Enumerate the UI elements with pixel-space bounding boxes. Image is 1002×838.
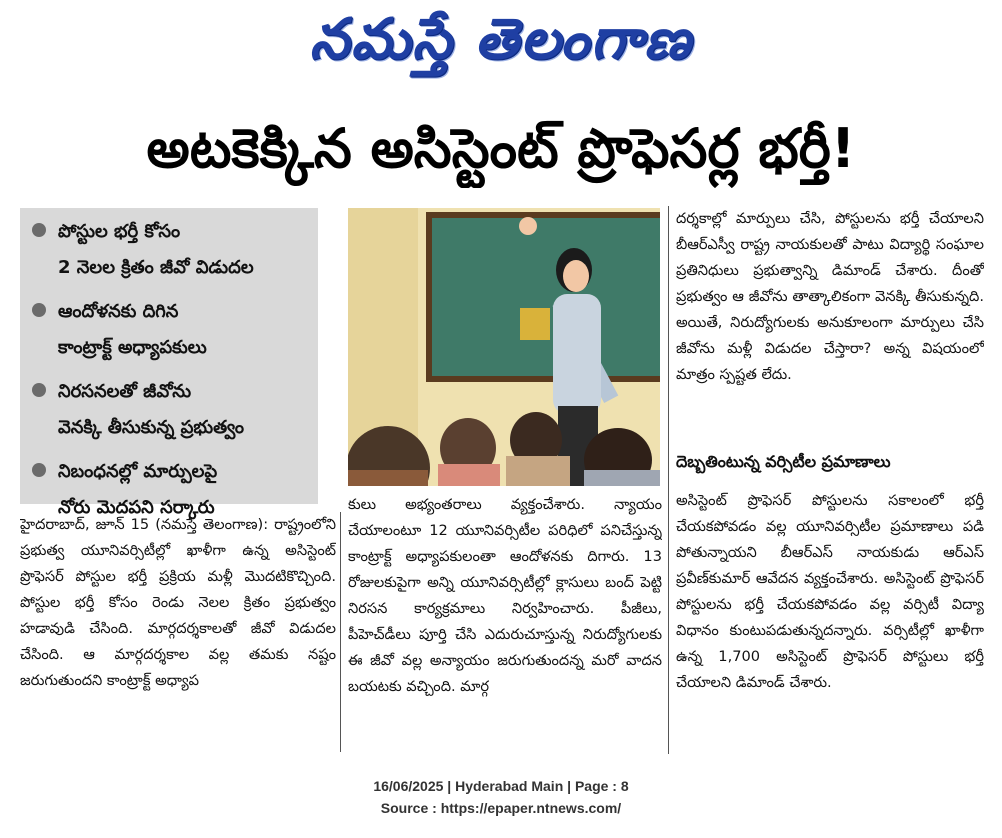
bullet-icon [32, 303, 46, 317]
footer-source: Source : https://epaper.ntnews.com/ [380, 800, 622, 816]
footer-date-edition: 16/06/2025 | Hyderabad Main | Page : 8 [373, 778, 629, 794]
highlight-line: నిరసనలతో జీవోను [58, 381, 192, 402]
highlight-line: పోస్టుల భర్తీ కోసం [58, 221, 181, 242]
article-column-3-top: దర్శకాల్లో మార్పులు చేసి, పోస్టులను భర్తీ చేయాలని బీఆర్ఎస్వీ రాష్ట్ర నాయకులతో పాటు విద్యార్థి సంఘాల ప్రతినిధులు ప్రభుత్వాన్ని డిమాండ్ చేశారు. దీంతో ప్రభుత్వం ఆ జీవోను తాత్కాలికంగా వెనక్కి తీసుకున్నది. అయితే, నిరుద్యోగులకు అనుకూలంగా మార్పులు చేసి జీవోను మళ్లీ విడుదల చేస్తారా? అన్న విషయంలో మాత్రం స్పష్టత లేదు. [676, 210, 984, 383]
highlight-line: ఆందోళనకు దిగిన [58, 301, 179, 322]
highlight-line: 2 నెలల క్రితం జీవో విడుదల [58, 257, 254, 278]
bullet-icon [32, 463, 46, 477]
highlight-item [30, 294, 310, 366]
column-divider [668, 206, 669, 754]
teacher-illustration [348, 208, 660, 486]
highlight-item [30, 374, 310, 446]
column-divider [340, 512, 341, 752]
bullet-icon [32, 223, 46, 237]
article-column-3-bottom: అసిస్టెంట్ ప్రొఫెసర్ పోస్టులను సకాలంలో భర్తీ చేయకపోవడం వల్ల యూనివర్సిటీల ప్రమాణాలు పడి పోతున్నాయని బీఆర్ఎస్ నాయకుడు ఆర్ఎస్ ప్రవీణ్‌కుమార్ ఆవేదన వ్యక్తంచేశారు. అసిస్టెంట్ ప్రొఫెసర్ పోస్టులను భర్తీ చేయకపోవడం వల్ల వర్సిటీ విద్యా విధానం కుంటుపడుతున్నదన్నారు. వర్సిటీల్లో ఖాళీగా ఉన్న 1,700 అసిస్టెంట్ ప్రొఫెసర్ పోస్టులు భర్తీ చేయాలని డిమాండ్ చేశారు. [676, 492, 984, 691]
article-headline: అటకెక్కిన అసిస్టెంట్ ప్రొఫెసర్ల భర్తీ! [146, 117, 856, 180]
highlight-line: వెనక్కి తీసుకున్న ప్రభుత్వం [58, 417, 245, 438]
newspaper-masthead: నమస్తే తెలంగాణ [309, 7, 693, 72]
bullet-icon [32, 383, 46, 397]
article-column-2: కులు అభ్యంతరాలు వ్యక్తంచేశారు. న్యాయం చేయాలంటూ 12 యూనివర్సిటీల పరిధిలో పనిచేస్తున్న కాంట్రాక్ట్ అధ్యాపకులంతా ఆందోళనకు దిగారు. 13 రోజులకుపైగా అన్ని యూనివర్సిటీల్లో క్లాసులు బంద్ పెట్టి నిరసన కార్యక్రమాలు నిర్వహించారు. పీజీలు, పీహెచ్‌డీలు పూర్తి చేసి ఎదురుచూస్తున్న నిరుద్యోగులకు ఈ జీవో వల్ల అన్యాయం జరుగుతుందన్న మరో వాదన బయటకు వచ్చింది. మార్గ [348, 496, 662, 695]
highlight-line: నిబంధనల్లో మార్పులపై [58, 461, 218, 482]
highlight-item [30, 214, 310, 286]
article-subheading: దెబ్బతింటున్న వర్సిటీల ప్రమాణాలు [676, 452, 891, 471]
highlights-box [20, 208, 318, 518]
article-column-1: హైదరాబాద్, జూన్ 15 (నమస్తే తెలంగాణ): రాష్ట్రంలోని ప్రభుత్వ యూనివర్సిటీల్లో ఖాళీగా ఉన్న అసిస్టెంట్ ప్రొఫెసర్ పోస్టుల భర్తీ ప్రక్రియ మళ్లీ మొదటికొచ్చింది. పోస్టుల భర్తీ కోసం రెండు నెలల క్రితం ప్రభుత్వం హడావుడి చేసింది. మార్గదర్శకాలతో జీవో విడుదల చేసింది. ఆ మార్గదర్శకాల వల్ల తమకు నష్టం జరుగుతుందని కాంట్రాక్ట్ అధ్యాప [20, 516, 336, 689]
highlight-line: నోరు మెదపని సర్కారు [58, 497, 215, 518]
highlight-line: కాంట్రాక్ట్ అధ్యాపకులు [58, 337, 207, 358]
